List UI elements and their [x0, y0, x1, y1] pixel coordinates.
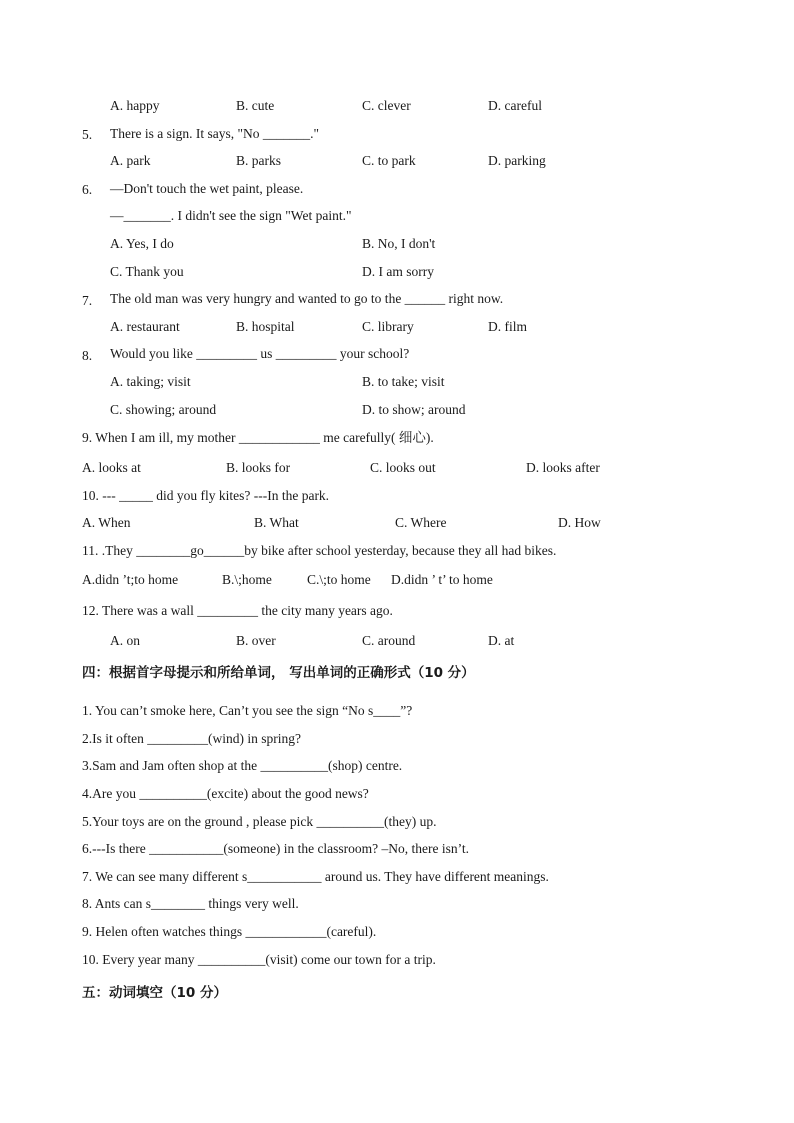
q5-number: 5. — [82, 127, 93, 142]
q10-option-b: B. What — [254, 515, 299, 530]
section4-item-9: 9. Helen often watches things ____________(careful). — [82, 924, 377, 939]
q6-option-d: D. I am sorry — [362, 264, 434, 279]
q11-option-d: D.didn ’ t’ to home — [391, 572, 493, 587]
q4-option-a: A. happy — [110, 98, 160, 113]
q7-option-b: B. hospital — [236, 319, 295, 334]
q4-option-c: C. clever — [362, 98, 411, 113]
section4-item-10: 10. Every year many __________(visit) come our town for a trip. — [82, 952, 436, 967]
q12-option-d: D. at — [488, 633, 515, 648]
q10-option-c: C. Where — [395, 515, 447, 530]
q10-option-a: A. When — [82, 515, 131, 530]
q5-option-c: C. to park — [362, 153, 416, 168]
q9-option-b: B. looks for — [226, 460, 291, 475]
section4-item-5: 5.Your toys are on the ground , please pick __________(they) up. — [82, 814, 437, 829]
q7-option-c: C. library — [362, 319, 414, 334]
q6-option-a: A. Yes, I do — [110, 236, 174, 251]
q10-option-d: D. How — [558, 515, 601, 530]
q6-stem-line2: —_______. I didn't see the sign "Wet paint." — [110, 208, 352, 223]
q7-number: 7. — [82, 293, 93, 308]
q12-option-c: C. around — [362, 633, 416, 648]
section4-item-4: 4.Are you __________(excite) about the good news? — [82, 786, 369, 801]
q9-option-c: C. looks out — [370, 460, 436, 475]
q9-stem: 9. When I am ill, my mother ____________ me carefully( 细心). — [82, 430, 434, 445]
q5-stem: There is a sign. It says, "No _______." — [110, 126, 319, 141]
q7-option-d: D. film — [488, 319, 527, 334]
q7-stem: The old man was very hungry and wanted to go to the ______ right now. — [110, 291, 504, 306]
q6-option-b: B. No, I don't — [362, 236, 436, 251]
q10-stem: 10. --- _____ did you fly kites? ---In the park. — [82, 488, 330, 503]
q12-option-b: B. over — [236, 633, 276, 648]
section5-heading: 五：动词填空（10 分） — [82, 985, 227, 1001]
q5-option-d: D. parking — [488, 153, 546, 168]
section4-item-1: 1. You can’t smoke here, Can’t you see the sign “No s____”? — [82, 703, 413, 718]
q6-number: 6. — [82, 182, 93, 197]
q11-option-b: B.\;home — [222, 572, 272, 587]
section4-item-3: 3.Sam and Jam often shop at the __________(shop) centre. — [82, 758, 403, 773]
q8-option-b: B. to take; visit — [362, 374, 445, 389]
q8-option-d: D. to show; around — [362, 402, 466, 417]
q4-option-b: B. cute — [236, 98, 275, 113]
q5-option-a: A. park — [110, 153, 151, 168]
q5-option-b: B. parks — [236, 153, 281, 168]
q8-stem: Would you like _________ us _________ your school? — [110, 346, 410, 361]
section4-item-2: 2.Is it often _________(wind) in spring? — [82, 731, 301, 746]
section4-item-6: 6.---Is there ___________(someone) in the classroom? –No, there isn’t. — [82, 841, 470, 856]
q11-stem: 11. .They ________go______by bike after school yesterday, because they all had bikes. — [82, 543, 557, 558]
q12-option-a: A. on — [110, 633, 140, 648]
q4-option-d: D. careful — [488, 98, 542, 113]
q8-number: 8. — [82, 348, 93, 363]
section4-heading: 四：根据首字母提示和所给单词， 写出单词的正确形式（10 分） — [82, 665, 475, 681]
q11-option-c: C.\;to home — [307, 572, 371, 587]
q8-option-c: C. showing; around — [110, 402, 217, 417]
q6-option-c: C. Thank you — [110, 264, 184, 279]
q12-stem: 12. There was a wall _________ the city many years ago. — [82, 603, 393, 618]
section4-item-7: 7. We can see many different s___________ around us. They have different meanings. — [82, 869, 549, 884]
q8-option-a: A. taking; visit — [110, 374, 191, 389]
q11-option-a: A.didn ’t;to home — [82, 572, 179, 587]
q9-option-d: D. looks after — [526, 460, 600, 475]
section4-item-8: 8. Ants can s________ things very well. — [82, 896, 299, 911]
q6-stem-line1: —Don't touch the wet paint, please. — [110, 181, 304, 196]
q7-option-a: A. restaurant — [110, 319, 180, 334]
q9-option-a: A. looks at — [82, 460, 141, 475]
